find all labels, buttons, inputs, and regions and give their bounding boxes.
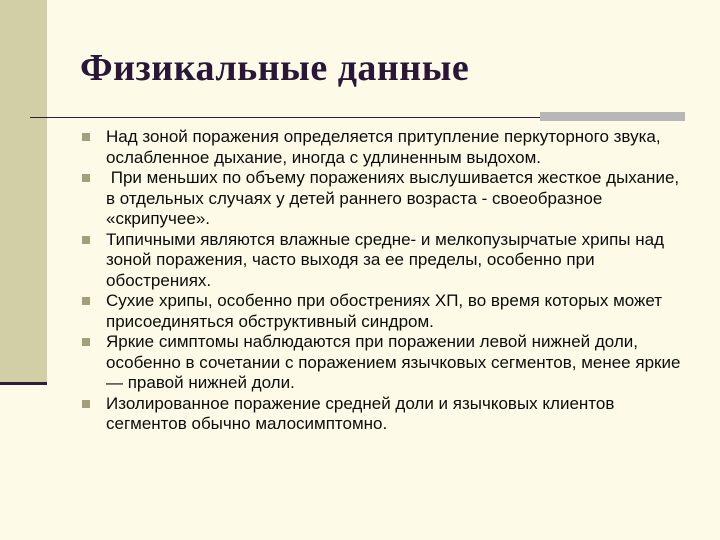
bullet-text: Изолированное поражение средней доли и язычковых клиентов сегментов обычно малосимптомно. [106,393,615,433]
left-band-divider [0,382,47,385]
square-bullet-icon [82,400,90,408]
bullet-text: Сухие хрипы, особенно при обострениях ХП, во время которых может присоединяться обструктивный синдром. [106,291,663,331]
square-bullet-icon [82,174,90,182]
square-bullet-icon [82,133,90,141]
square-bullet-icon [82,338,90,346]
bullet-item [82,168,692,230]
bullet-text: Типичными являются влажные средне- и мелкопузырчатые хрипы над зоной поражения, часто выходя за ее пределы, особенно при обострениях. [106,229,665,290]
bullet-text: Яркие симптомы наблюдаются при поражении левой нижней доли, особенно в сочетании с поражением язычковых сегментов, менее яркие — правой нижней доли. [106,332,681,392]
bullet-item [82,394,692,435]
bullet-item [82,332,692,394]
square-bullet-icon [82,236,90,244]
slide-title: Физикальные данные [80,47,470,89]
square-bullet-icon [82,297,90,305]
title-accent-bar [540,112,685,121]
bullet-item [82,230,692,292]
bullet-text: Над зоной поражения определяется притупление перкуторного звука, ослабленное дыхание, иногда с удлиненным выдохом. [106,127,661,167]
bullet-item [82,127,692,168]
bullet-list [82,127,692,435]
title-underline [30,117,540,118]
bullet-item [82,291,692,332]
left-decorative-band [0,0,47,385]
bullet-text: При меньших по объему поражениях выслушивается жесткое дыхание, в отдельных случаях у детей раннего возраста - своеобразное «скрипучее». [106,168,684,228]
